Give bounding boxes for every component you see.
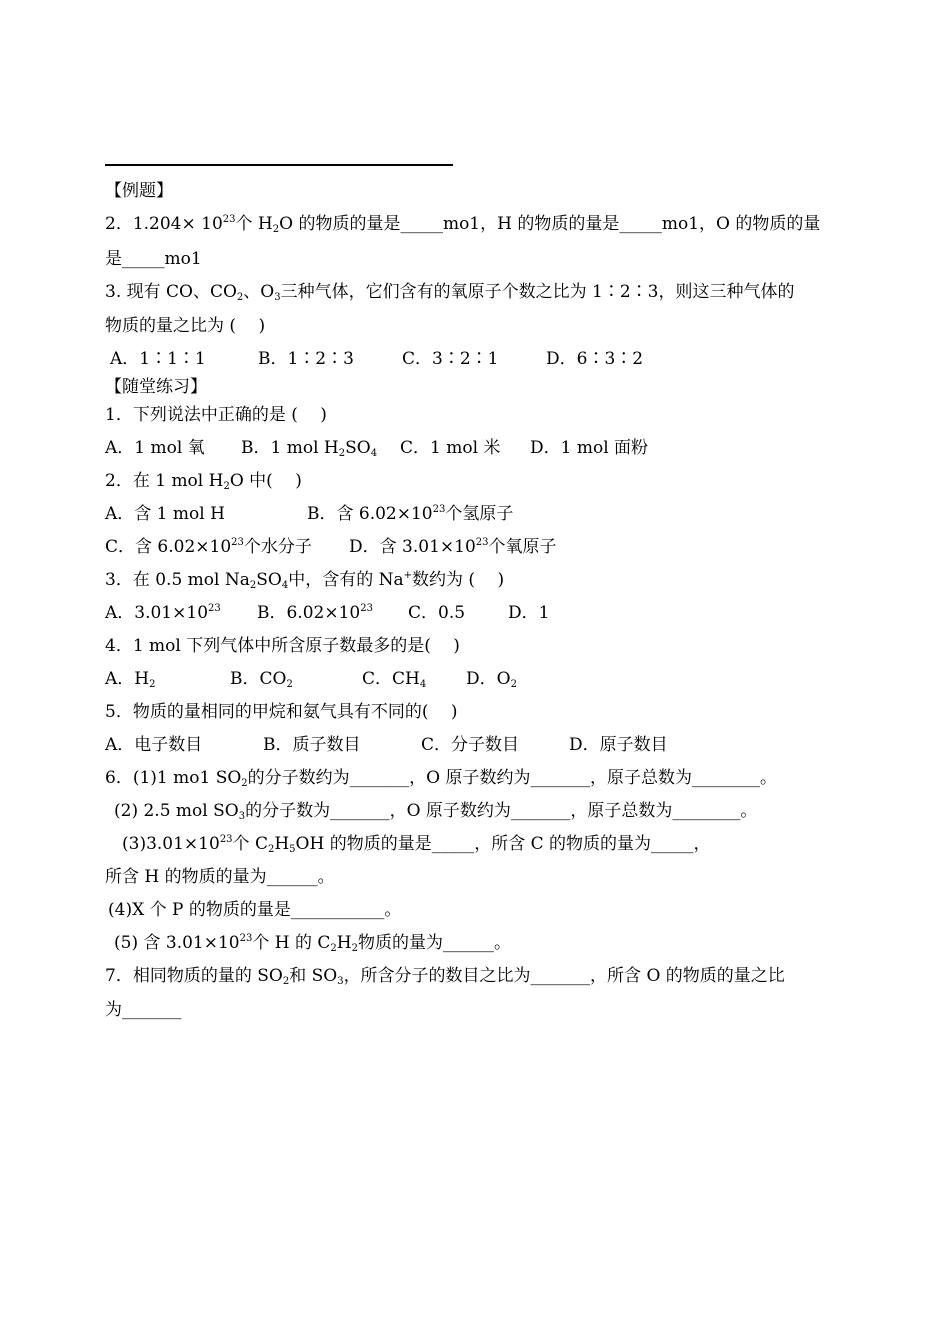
text-run: D．1 mol 面粉 [530, 438, 649, 458]
text-run: 1．下列说法中正确的是 ( ) [105, 405, 327, 425]
answer-option: B．质子数目 [263, 735, 361, 755]
text-run: 【例题】 [105, 181, 173, 201]
answer-option [400, 438, 500, 458]
text-run: 3. 现有 CO、CO [105, 282, 237, 302]
answer-option [307, 504, 513, 524]
text-run: 【随堂练习】 [105, 377, 207, 397]
subscript: 2 [249, 580, 257, 591]
answer-option [241, 438, 377, 458]
answer-option [530, 438, 648, 458]
superscript: 23 [208, 603, 221, 614]
text-line [105, 316, 265, 336]
text-run: 个氢原子 [445, 504, 514, 524]
text-line [105, 702, 457, 722]
superscript: 23 [219, 834, 233, 845]
subscript: 2 [223, 481, 230, 492]
subscript: 3 [274, 292, 281, 303]
text-run: A．H [105, 669, 150, 689]
text-run: A．3.01×10 [105, 603, 209, 623]
text-run: SO [256, 570, 282, 590]
text-line [105, 570, 504, 590]
text-run: 个 H 的 C [252, 933, 331, 953]
subscript: 4 [370, 448, 378, 459]
text-run: 个水分子 [243, 537, 312, 557]
answer-option: C．3∶2∶1 [402, 349, 499, 369]
text-run: D．含 3.01×10 [349, 537, 476, 557]
text-line [105, 1000, 182, 1020]
text-run: D．1 [508, 603, 550, 623]
subscript: 2 [351, 943, 358, 954]
superscript: + [403, 570, 413, 581]
answer-option [105, 603, 221, 623]
text-run: B．1 mol H [241, 438, 339, 458]
text-run: ，所含分子的数目之比为_______，所含 O 的物质的量之比 [343, 966, 785, 986]
text-line [105, 214, 820, 234]
text-run: H [274, 834, 290, 854]
text-run: 物质的量为______。 [357, 933, 511, 953]
text-run: 7．相同物质的量的 SO [105, 966, 283, 986]
text-run: OH 的物质的量是_____，所含 C 的物质的量为_____， [295, 834, 711, 854]
text-run: 的分子数为_______，O 原子数约为_______，原子总数为________。 [245, 801, 758, 821]
header-rule [105, 164, 453, 166]
text-run: 三种气体，它们含有的氧原子个数之比为 1∶2∶3，则这三种气体的 [280, 282, 795, 302]
answer-option [362, 669, 426, 689]
text-run: 个 H [235, 214, 273, 234]
text-run: (2) 2.5 mol SO [114, 801, 239, 821]
answer-option: C．分子数目 [421, 735, 520, 755]
subscript: 5 [289, 844, 296, 855]
answer-option [230, 669, 293, 689]
text-run: 和 SO [289, 966, 338, 986]
subscript: 2 [236, 292, 244, 303]
answer-option [105, 669, 155, 689]
text-run: 2．1.204× 10 [105, 214, 223, 234]
text-run: 、O [243, 282, 275, 302]
text-run: B．含 6.02×10 [307, 504, 433, 524]
answer-option: D．原子数目 [569, 735, 668, 755]
text-run: 物质的量之比为 ( ) [105, 316, 266, 336]
text-run: O 中( ) [229, 471, 302, 491]
answer-option [466, 669, 517, 689]
superscript: 23 [432, 504, 446, 515]
text-line [114, 933, 511, 953]
text-run: 数约为 ( ) [412, 570, 505, 590]
text-line [122, 834, 711, 854]
answer-option [105, 537, 312, 557]
text-run: 为_______ [105, 1000, 182, 1020]
text-run: O 的物质的量是_____mo1，H 的物质的量是_____mo1，O 的物质的量 [279, 214, 821, 234]
subscript: 2 [272, 224, 280, 235]
subscript: 3 [337, 976, 344, 987]
text-line [105, 282, 794, 302]
text-run: (3)3.01×10 [122, 834, 220, 854]
answer-option [257, 603, 373, 623]
answer-option: B．1∶2∶3 [258, 349, 354, 369]
text-run: 个 C [232, 834, 268, 854]
answer-option [105, 438, 205, 458]
text-run: 6．(1)1 mo1 SO [105, 768, 242, 788]
superscript: 23 [231, 537, 244, 548]
answer-option: D．6∶3∶2 [546, 349, 644, 369]
subscript: 4 [281, 580, 289, 591]
text-line [105, 181, 173, 201]
subscript: 2 [267, 844, 275, 855]
text-line [105, 966, 785, 986]
text-run: D．O [466, 669, 511, 689]
text-run: C．0.5 [408, 603, 466, 623]
text-run: 2．在 1 mol H [105, 471, 224, 491]
answer-option [508, 603, 549, 623]
text-line [108, 900, 401, 920]
text-run: C．1 mol 米 [400, 438, 501, 458]
text-line [105, 768, 777, 788]
text-run: 所含 H 的物质的量为______。 [105, 867, 335, 887]
text-run: (4)X 个 P 的物质的量是___________。 [108, 900, 402, 920]
text-run: 5．物质的量相同的甲烷和氨气具有不同的( ) [105, 702, 458, 722]
text-run: SO [345, 438, 371, 458]
superscript: 23 [475, 537, 489, 548]
superscript: 23 [239, 933, 253, 944]
text-run: 是_____mo1 [105, 249, 202, 269]
subscript: 2 [149, 679, 156, 690]
subscript: 3 [238, 811, 246, 822]
answer-option [105, 504, 225, 524]
text-run: 的分子数约为_______，O 原子数约为_______，原子总数为________。 [247, 768, 777, 788]
text-run: 3．在 0.5 mol Na [105, 570, 250, 590]
text-run: A．含 1 mol H [105, 504, 225, 524]
text-line [105, 405, 327, 425]
answer-option [408, 603, 465, 623]
text-run: C．含 6.02×10 [105, 537, 232, 557]
subscript: 2 [286, 679, 293, 690]
text-run: H [336, 933, 352, 953]
text-run: 个氧原子 [488, 537, 557, 557]
text-line [105, 471, 302, 491]
subscript: 2 [282, 976, 290, 987]
answer-option: A．1∶1∶1 [110, 349, 206, 369]
text-line [105, 636, 460, 656]
text-run: (5) 含 3.01×10 [114, 933, 240, 953]
text-run: A．1 mol 氧 [105, 438, 205, 458]
text-line [105, 867, 335, 887]
answer-option: A．电子数目 [105, 735, 203, 755]
superscript: 23 [360, 603, 373, 614]
text-run: 中，含有的 Na [288, 570, 404, 590]
subscript: 2 [338, 448, 346, 459]
text-line [114, 801, 757, 821]
subscript: 2 [510, 679, 517, 690]
text-line [105, 249, 202, 269]
text-line [105, 377, 207, 397]
text-run: C．CH [362, 669, 420, 689]
text-run: 4．1 mol 下列气体中所含原子数最多的是( ) [105, 636, 460, 656]
answer-option [349, 537, 557, 557]
text-run: B．CO [230, 669, 287, 689]
text-run: B．6.02×10 [257, 603, 361, 623]
subscript: 2 [241, 778, 248, 789]
subscript: 4 [419, 679, 427, 690]
subscript: 2 [330, 943, 337, 954]
superscript: 23 [222, 214, 236, 225]
